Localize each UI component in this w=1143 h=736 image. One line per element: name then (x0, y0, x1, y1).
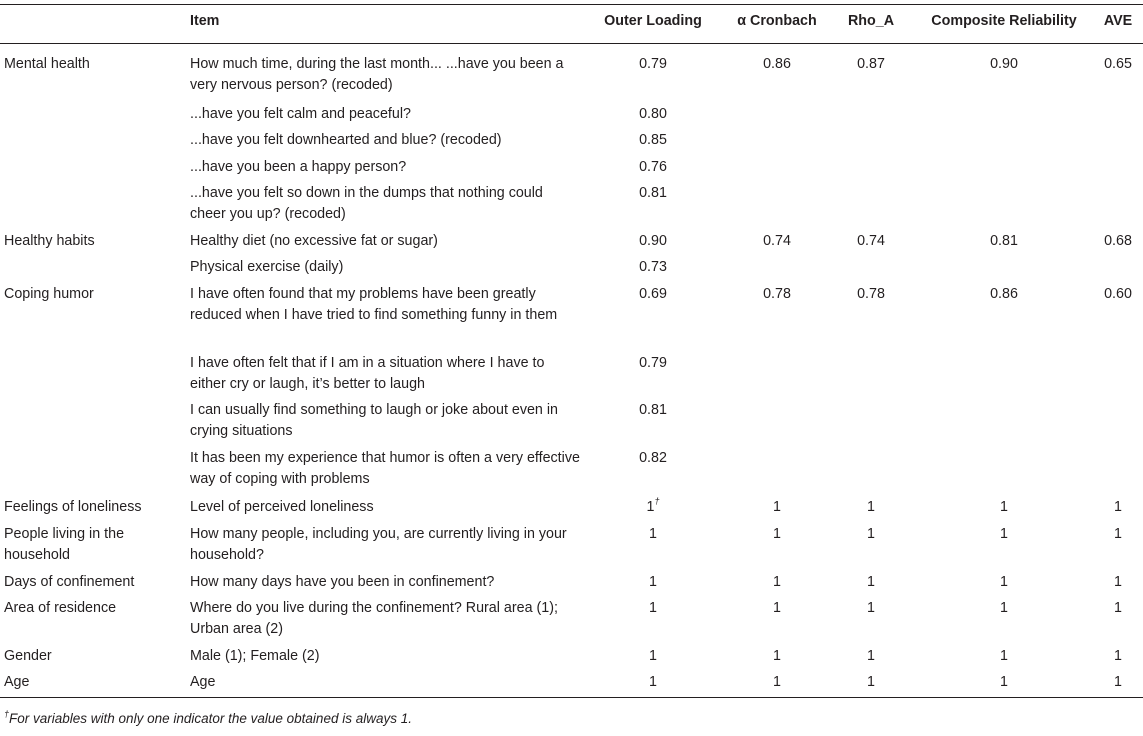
alpha-cronbach-cell-value: 0.86 (763, 56, 791, 72)
composite-reliability-cell (921, 598, 1087, 619)
alpha-cronbach-cell (723, 572, 831, 593)
outer-loading-cell (600, 400, 706, 421)
variable-cell: Age (4, 674, 30, 690)
outer-loading-cell-value: 0.85 (639, 132, 667, 148)
outer-loading-cell-value: 1 (649, 648, 657, 664)
item-cell: ...have you been a happy person? (190, 159, 407, 175)
rho-a-cell (838, 598, 904, 619)
outer-loading-cell (600, 130, 706, 151)
item-cell: ...have you felt downhearted and blue? (recoded) (190, 132, 502, 148)
composite-reliability-cell-value: 1 (1000, 600, 1008, 616)
variable-cell: Coping humor (4, 286, 94, 302)
footnote-text: For variables with only one indicator the value obtained is always 1. (9, 711, 412, 726)
item-cell: Where do you live during the confinement? Rural area (1); Urban area (2) (190, 600, 558, 637)
outer-loading-cell-value: 0.76 (639, 159, 667, 175)
alpha-cronbach-cell (723, 54, 831, 75)
composite-reliability-cell (921, 572, 1087, 593)
alpha-cronbach-cell (723, 231, 831, 252)
alpha-cronbach-cell-value: 1 (773, 648, 781, 664)
alpha-cronbach-cell-value: 1 (773, 574, 781, 590)
item-cell: Age (190, 674, 216, 690)
variable-cell: Feelings of loneliness (4, 499, 142, 515)
header-alpha-cronbach: α Cronbach (737, 13, 817, 29)
variable-cell: People living in the household (4, 526, 125, 563)
alpha-cronbach-cell-value: 1 (773, 674, 781, 690)
outer-loading-cell-value: 0.69 (639, 286, 667, 302)
alpha-cronbach-cell (723, 672, 831, 693)
outer-loading-cell (600, 497, 706, 518)
composite-reliability-cell (921, 231, 1087, 252)
outer-loading-cell-value: 0.79 (639, 56, 667, 72)
rho-a-cell-value: 1 (867, 499, 875, 515)
outer-loading-cell (600, 572, 706, 593)
alpha-cronbach-cell-value: 0.74 (763, 233, 791, 249)
outer-loading-cell (600, 54, 706, 75)
alpha-cronbach-cell (723, 646, 831, 667)
header-rho-a: Rho_A (847, 13, 895, 29)
outer-loading-cell-value: 0.90 (639, 233, 667, 249)
composite-reliability-cell (921, 524, 1087, 545)
outer-loading-cell-value: 0.81 (639, 185, 667, 201)
ave-cell-value: 0.65 (1104, 56, 1132, 72)
composite-reliability-cell-value: 1 (1000, 648, 1008, 664)
item-cell: I have often found that my problems have been greatly reduced when I have tried to find something funny in them (190, 286, 558, 323)
rho-a-cell-value: 1 (867, 574, 875, 590)
rho-a-cell (838, 284, 904, 305)
rho-a-cell (838, 54, 904, 75)
variable-cell: Mental health (4, 56, 90, 72)
ave-cell (1096, 284, 1140, 305)
composite-reliability-cell-value: 1 (1000, 674, 1008, 690)
outer-loading-cell (600, 231, 706, 252)
outer-loading-cell-value: 1 (649, 674, 657, 690)
ave-cell (1096, 54, 1140, 75)
ave-cell-value: 1 (1114, 600, 1122, 616)
header-composite-reliability: Composite Reliability (931, 13, 1077, 29)
header-item: Item (190, 13, 220, 29)
header-outer-loading: Outer Loading (604, 13, 702, 29)
footnote-reference-mark: † (654, 496, 660, 507)
outer-loading-cell-value: 0.82 (639, 450, 667, 466)
outer-loading-cell-value: 0.79 (639, 355, 667, 371)
outer-loading-cell-value: 1 (649, 600, 657, 616)
outer-loading-cell-value: 0.73 (639, 259, 667, 275)
composite-reliability-cell-value: 1 (1000, 574, 1008, 590)
outer-loading-cell (600, 524, 706, 545)
composite-reliability-cell-value: 1 (1000, 526, 1008, 542)
ave-cell-value: 1 (1114, 499, 1122, 515)
outer-loading-cell-value: 1 (646, 499, 655, 515)
ave-cell (1096, 572, 1140, 593)
table-bottom-rule (0, 697, 1143, 698)
item-cell: I have often felt that if I am in a situation where I have to either cry or laugh, it’s better to laugh (190, 355, 545, 392)
outer-loading-cell (600, 183, 706, 204)
alpha-cronbach-cell (723, 524, 831, 545)
table-footnote (4, 708, 412, 726)
composite-reliability-cell (921, 646, 1087, 667)
ave-cell (1096, 672, 1140, 693)
alpha-cronbach-cell (723, 497, 831, 518)
ave-cell-value: 0.68 (1104, 233, 1132, 249)
table-top-rule (0, 4, 1143, 5)
composite-reliability-cell (921, 672, 1087, 693)
item-cell: How much time, during the last month... ...have you been a very nervous person? (recoded) (190, 56, 564, 93)
item-cell: I can usually find something to laugh or joke about even in crying situations (190, 402, 558, 439)
item-cell: It has been my experience that humor is often a very effective way of coping with problems (190, 450, 580, 487)
outer-loading-cell (600, 157, 706, 178)
rho-a-cell-value: 0.74 (857, 233, 885, 249)
composite-reliability-cell (921, 54, 1087, 75)
rho-a-cell (838, 524, 904, 545)
composite-reliability-cell-value: 0.81 (990, 233, 1018, 249)
outer-loading-cell (600, 448, 706, 469)
header-ave: AVE (1103, 13, 1133, 29)
variable-cell: Days of confinement (4, 574, 135, 590)
composite-reliability-cell (921, 284, 1087, 305)
rho-a-cell-value: 0.87 (857, 56, 885, 72)
outer-loading-cell (600, 646, 706, 667)
composite-reliability-cell-value: 0.90 (990, 56, 1018, 72)
rho-a-cell-value: 1 (867, 526, 875, 542)
item-cell: Healthy diet (no excessive fat or sugar) (190, 233, 438, 249)
outer-loading-cell (600, 284, 706, 305)
variable-cell: Healthy habits (4, 233, 95, 249)
ave-cell (1096, 598, 1140, 619)
item-cell: Level of perceived loneliness (190, 499, 374, 515)
ave-cell-value: 1 (1114, 674, 1122, 690)
outer-loading-cell-value: 1 (649, 574, 657, 590)
footnote-mark: † (4, 708, 10, 719)
composite-reliability-cell (921, 497, 1087, 518)
item-cell: ...have you felt calm and peaceful? (190, 106, 411, 122)
composite-reliability-cell-value: 0.86 (990, 286, 1018, 302)
outer-loading-cell-value: 1 (649, 526, 657, 542)
ave-cell (1096, 231, 1140, 252)
ave-cell-value: 0.60 (1104, 286, 1132, 302)
alpha-cronbach-cell (723, 284, 831, 305)
item-cell: ...have you felt so down in the dumps that nothing could cheer you up? (recoded) (190, 185, 543, 222)
rho-a-cell (838, 646, 904, 667)
ave-cell-value: 1 (1114, 574, 1122, 590)
rho-a-cell (838, 231, 904, 252)
alpha-cronbach-cell-value: 0.78 (763, 286, 791, 302)
header-rule (0, 43, 1143, 44)
alpha-cronbach-cell-value: 1 (773, 600, 781, 616)
item-cell: How many days have you been in confinement? (190, 574, 495, 590)
ave-cell (1096, 524, 1140, 545)
outer-loading-cell (600, 257, 706, 278)
ave-cell-value: 1 (1114, 526, 1122, 542)
outer-loading-cell (600, 104, 706, 125)
outer-loading-cell-value: 0.81 (639, 402, 667, 418)
rho-a-cell-value: 0.78 (857, 286, 885, 302)
rho-a-cell-value: 1 (867, 648, 875, 664)
alpha-cronbach-cell-value: 1 (773, 526, 781, 542)
item-cell: Male (1); Female (2) (190, 648, 320, 664)
composite-reliability-cell-value: 1 (1000, 499, 1008, 515)
ave-cell (1096, 497, 1140, 518)
alpha-cronbach-cell-value: 1 (773, 499, 781, 515)
outer-loading-cell (600, 353, 706, 374)
outer-loading-cell-value: 0.80 (639, 106, 667, 122)
item-cell: Physical exercise (daily) (190, 259, 344, 275)
rho-a-cell (838, 497, 904, 518)
alpha-cronbach-cell (723, 598, 831, 619)
ave-cell-value: 1 (1114, 648, 1122, 664)
outer-loading-cell (600, 672, 706, 693)
variable-cell: Area of residence (4, 600, 117, 616)
ave-cell (1096, 646, 1140, 667)
rho-a-cell-value: 1 (867, 600, 875, 616)
rho-a-cell-value: 1 (867, 674, 875, 690)
rho-a-cell (838, 572, 904, 593)
item-cell: How many people, including you, are currently living in your household? (190, 526, 567, 563)
rho-a-cell (838, 672, 904, 693)
outer-loading-cell (600, 598, 706, 619)
variable-cell: Gender (4, 648, 52, 664)
